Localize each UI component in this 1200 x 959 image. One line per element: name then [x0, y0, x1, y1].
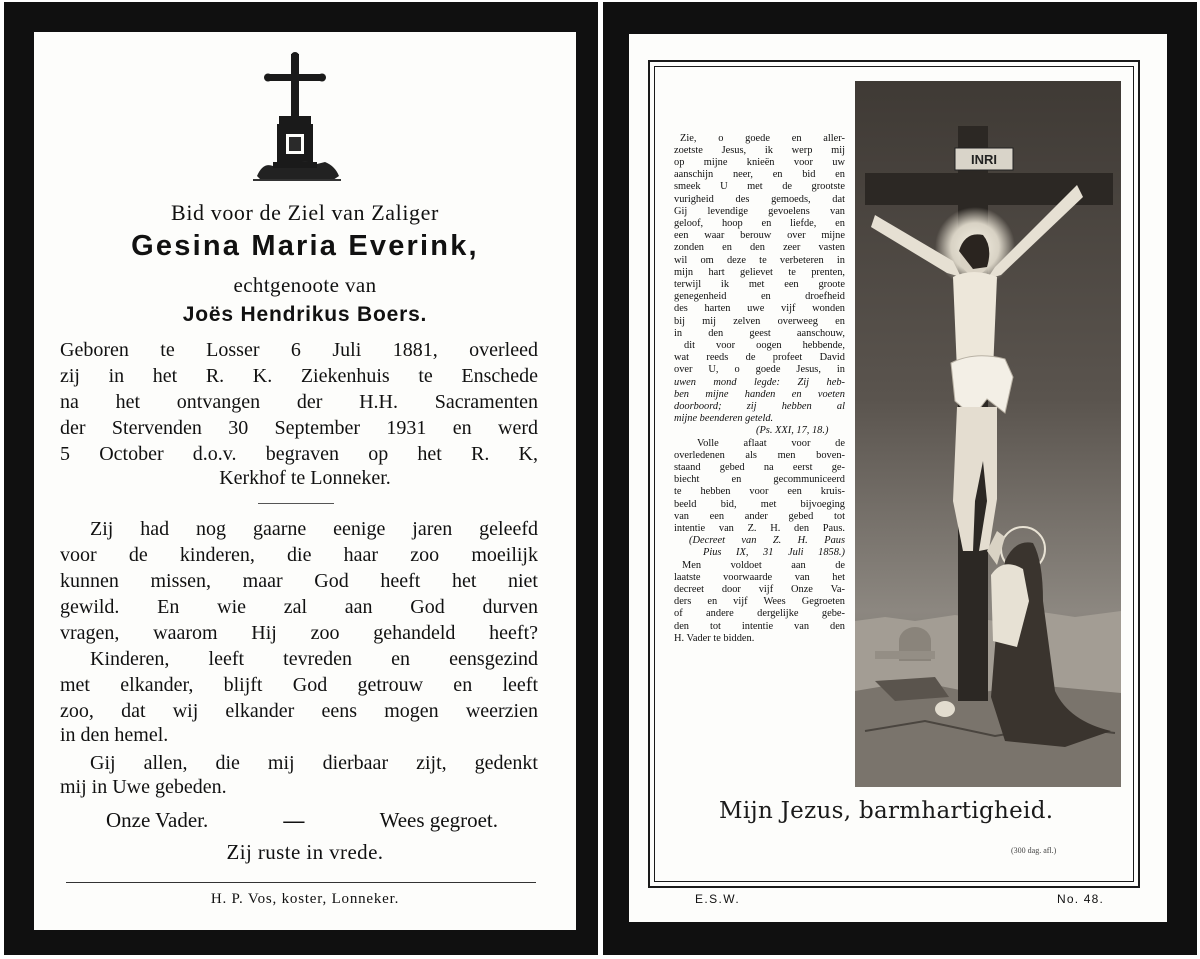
- prayer-line: geloof, hoop en liefde, en: [674, 218, 845, 229]
- bio-line: Kerkhof te Lonneker.: [219, 467, 391, 489]
- bio-line: zij in het R. K. Ziekenhuis te Enschede: [60, 365, 538, 387]
- text-line: met elkander, blijft God getrouw en leeft: [60, 674, 538, 696]
- prayer-line: (Decreet van Z. H. Paus: [689, 535, 845, 546]
- text-line: gewild. En wie zal aan God durven: [60, 596, 538, 618]
- bio-line: na het ontvangen der H.H. Sacramenten: [60, 391, 538, 413]
- prayer-line: terwijl ik met een groote: [674, 279, 845, 290]
- prayer-line: mijne beenderen geteld.: [674, 413, 774, 424]
- prayer-line: ben mijne handen en voeten: [674, 389, 845, 400]
- prayer-line: mijn hart gelievet te prenten,: [674, 267, 845, 278]
- card-back-paper: [629, 34, 1167, 922]
- prayer-line: over U, o goede Jesus, in: [674, 364, 845, 375]
- intro-text: Bid voor de Ziel van Zaliger: [171, 200, 439, 225]
- prayer-line: een waar berouw over mijne: [674, 230, 845, 241]
- cross-inscription: INRI: [971, 152, 997, 167]
- footer-rule: [66, 882, 536, 883]
- prayer-line: smeek U met de grootste: [674, 181, 845, 192]
- prayer-line: (Ps. XXI, 17, 18.): [756, 425, 829, 436]
- prayer-line: laatste voorwaarde van het: [674, 572, 845, 583]
- indulgence-note: (300 dag. afl.): [1011, 846, 1057, 855]
- prayer-line: intentie van Z. H. den Paus.: [674, 523, 845, 534]
- bio-line: 5 October d.o.v. begraven op het R. K,: [60, 443, 538, 465]
- text-line: vragen, waarom Hij zoo gehandeld heeft?: [60, 622, 538, 644]
- prayer-line: den tot intentie van den: [674, 621, 845, 632]
- rest-in-peace: Zij ruste in vrede.: [226, 840, 384, 864]
- prayer-line: biecht en gecommuniceerd: [674, 474, 845, 485]
- bio-line: Geboren te Losser 6 Juli 1881, overleed: [60, 339, 538, 361]
- hail-mary-prayer: Wees gegroet.: [379, 808, 498, 832]
- text-line: Zij had nog gaarne eenige jaren geleefd: [90, 518, 538, 540]
- prayer-line: te hebben voor een kruis-: [674, 486, 845, 497]
- prayer-line: Pius IX, 31 Juli 1858.): [703, 547, 845, 558]
- prayer-line: wil om deze te verbeteren in: [674, 255, 845, 266]
- text-line: Kinderen, leeft tevreden en eensgezind: [90, 648, 538, 670]
- text-line: in den hemel.: [60, 724, 169, 746]
- publisher-mark: E.S.W.: [695, 892, 741, 906]
- text-line: voor de kinderen, die haar zoo moeilijk: [60, 544, 538, 566]
- prayer-line: Men voldoet aan de: [682, 560, 845, 571]
- prayer-line: Zie, o goede en aller-: [680, 133, 845, 144]
- prayer-line: wat reeds de profeet David: [674, 352, 845, 363]
- prayer-line: Volle aflaat voor de: [697, 438, 845, 449]
- bio-line: der Stervenden 30 September 1931 en werd: [60, 417, 538, 439]
- prayer-line: van een ander gebed tot: [674, 511, 845, 522]
- prayer-line: ders en vijf Wees Gegroeten: [674, 596, 845, 607]
- spouse-name: Joës Hendrikus Boers.: [182, 303, 428, 326]
- closing-prayers: [106, 808, 498, 833]
- prayer-line: decreet door vijf Onze Va-: [674, 584, 845, 595]
- crucifixion-image: [855, 81, 1121, 787]
- relation-text: echtgenoote van: [233, 273, 377, 297]
- text-line: zoo, dat wij elkander eens mogen weerzien: [60, 700, 538, 722]
- deceased-name: Gesina Maria Everink,: [131, 230, 479, 262]
- prayer-line: beeld bid, met bijvoeging: [674, 499, 845, 510]
- prayer-line: H. Vader te bidden.: [674, 633, 755, 644]
- card-number: No. 48.: [1057, 892, 1105, 906]
- text-line: kunnen missen, maar God heeft het niet: [60, 570, 538, 592]
- prayer-line: of andere dergelijke gebe-: [674, 608, 845, 619]
- prayer-line: Gij levendige gevoelens van: [674, 206, 845, 217]
- grave-cross-icon: [253, 52, 341, 184]
- prayer-line: des harten uwe vijf wonden: [674, 303, 845, 314]
- motto-text: Mijn Jezus, barmhartigheid.: [719, 798, 1054, 824]
- prayer-line: op mijne knieën voor uw: [674, 157, 845, 168]
- printer-credit: H. P. Vos, koster, Lonneker.: [210, 891, 400, 907]
- text-line: mij in Uwe gebeden.: [60, 776, 227, 798]
- card-front-paper: [34, 32, 576, 930]
- text-line: Gij allen, die mij dierbaar zijt, gedenkt: [90, 752, 538, 774]
- prayer-line: aanschijn neer, en bid en: [674, 169, 845, 180]
- prayer-line: doorboord; zij hebben al: [674, 401, 845, 412]
- prayer-line: in den geest aanschouw,: [674, 328, 845, 339]
- dash-separator: —: [283, 808, 305, 832]
- memorial-card-front: [4, 2, 598, 955]
- prayer-line: dit voor oogen hebbende,: [684, 340, 845, 351]
- prayer-line: zonden en den zeer vasten: [674, 242, 845, 253]
- motto: [719, 798, 1119, 824]
- prayer-line: genegenheid en droefheid: [674, 291, 845, 302]
- our-father-prayer: Onze Vader.: [106, 808, 209, 832]
- prayer-line: zoetste Jesus, ik werp mij: [674, 145, 845, 156]
- prayer-line: uwen mond legde: Zij heb-: [674, 377, 845, 388]
- prayer-line: vurigheid des gemoeds, dat: [674, 194, 845, 205]
- memorial-card-back: [603, 2, 1197, 955]
- divider: [258, 503, 334, 504]
- prayer-line: overledenen als men boven-: [674, 450, 845, 461]
- prayer-line: staand gebed na eerst ge-: [674, 462, 845, 473]
- prayer-line: bij mij zelven overweeg en: [674, 316, 845, 327]
